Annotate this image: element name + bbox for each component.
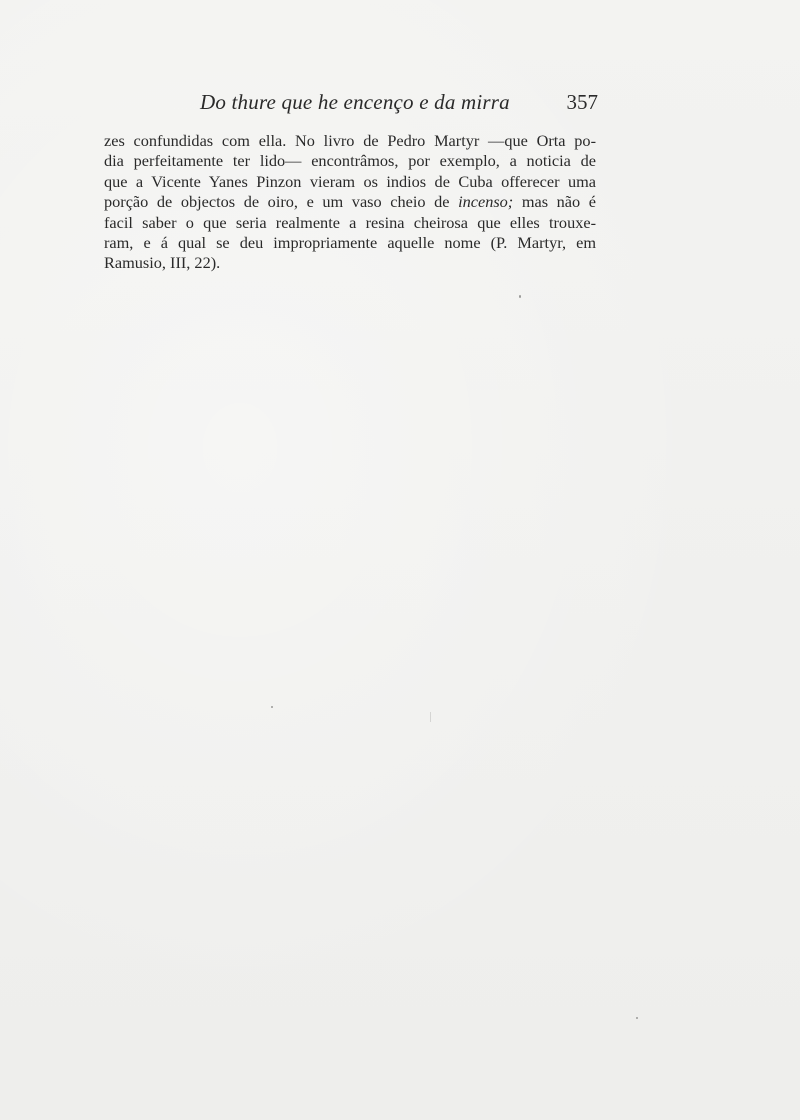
- italic-word-incenso: incenso;: [458, 192, 514, 212]
- text-line-2: dia perfeitamente ter lido— encontrâmos, por exemplo, a noticia de: [104, 151, 596, 171]
- running-head-title: Do thure que he encenço e da mirra: [200, 90, 510, 114]
- running-head: [200, 88, 600, 118]
- text-line-4: [104, 192, 596, 212]
- paper-speck: [271, 706, 273, 708]
- text-line-1: zes confundidas com ella. No livro de Pedro Martyr —que Orta po-: [104, 131, 596, 150]
- page-number: 357: [566, 90, 598, 114]
- text-line-7: Ramusio, III, 22).: [104, 253, 221, 273]
- paper-crease: [430, 712, 431, 722]
- paper-speck: [636, 1017, 638, 1019]
- paper-speck: [519, 295, 521, 298]
- body-paragraph: [104, 131, 596, 274]
- text-line-6: ram, e á qual se deu impropriamente aquelle nome (P. Martyr, em: [104, 233, 596, 253]
- text-line-3: que a Vicente Yanes Pinzon vieram os indios de Cuba offerecer uma: [104, 171, 596, 191]
- text-line-4-end: mas não é: [513, 192, 596, 212]
- text-line-5: facil saber o que seria realmente a resina cheirosa que elles trouxe-: [104, 212, 596, 232]
- text-line-4-start: porção de objectos de oiro, e um vaso cheio de: [104, 192, 459, 212]
